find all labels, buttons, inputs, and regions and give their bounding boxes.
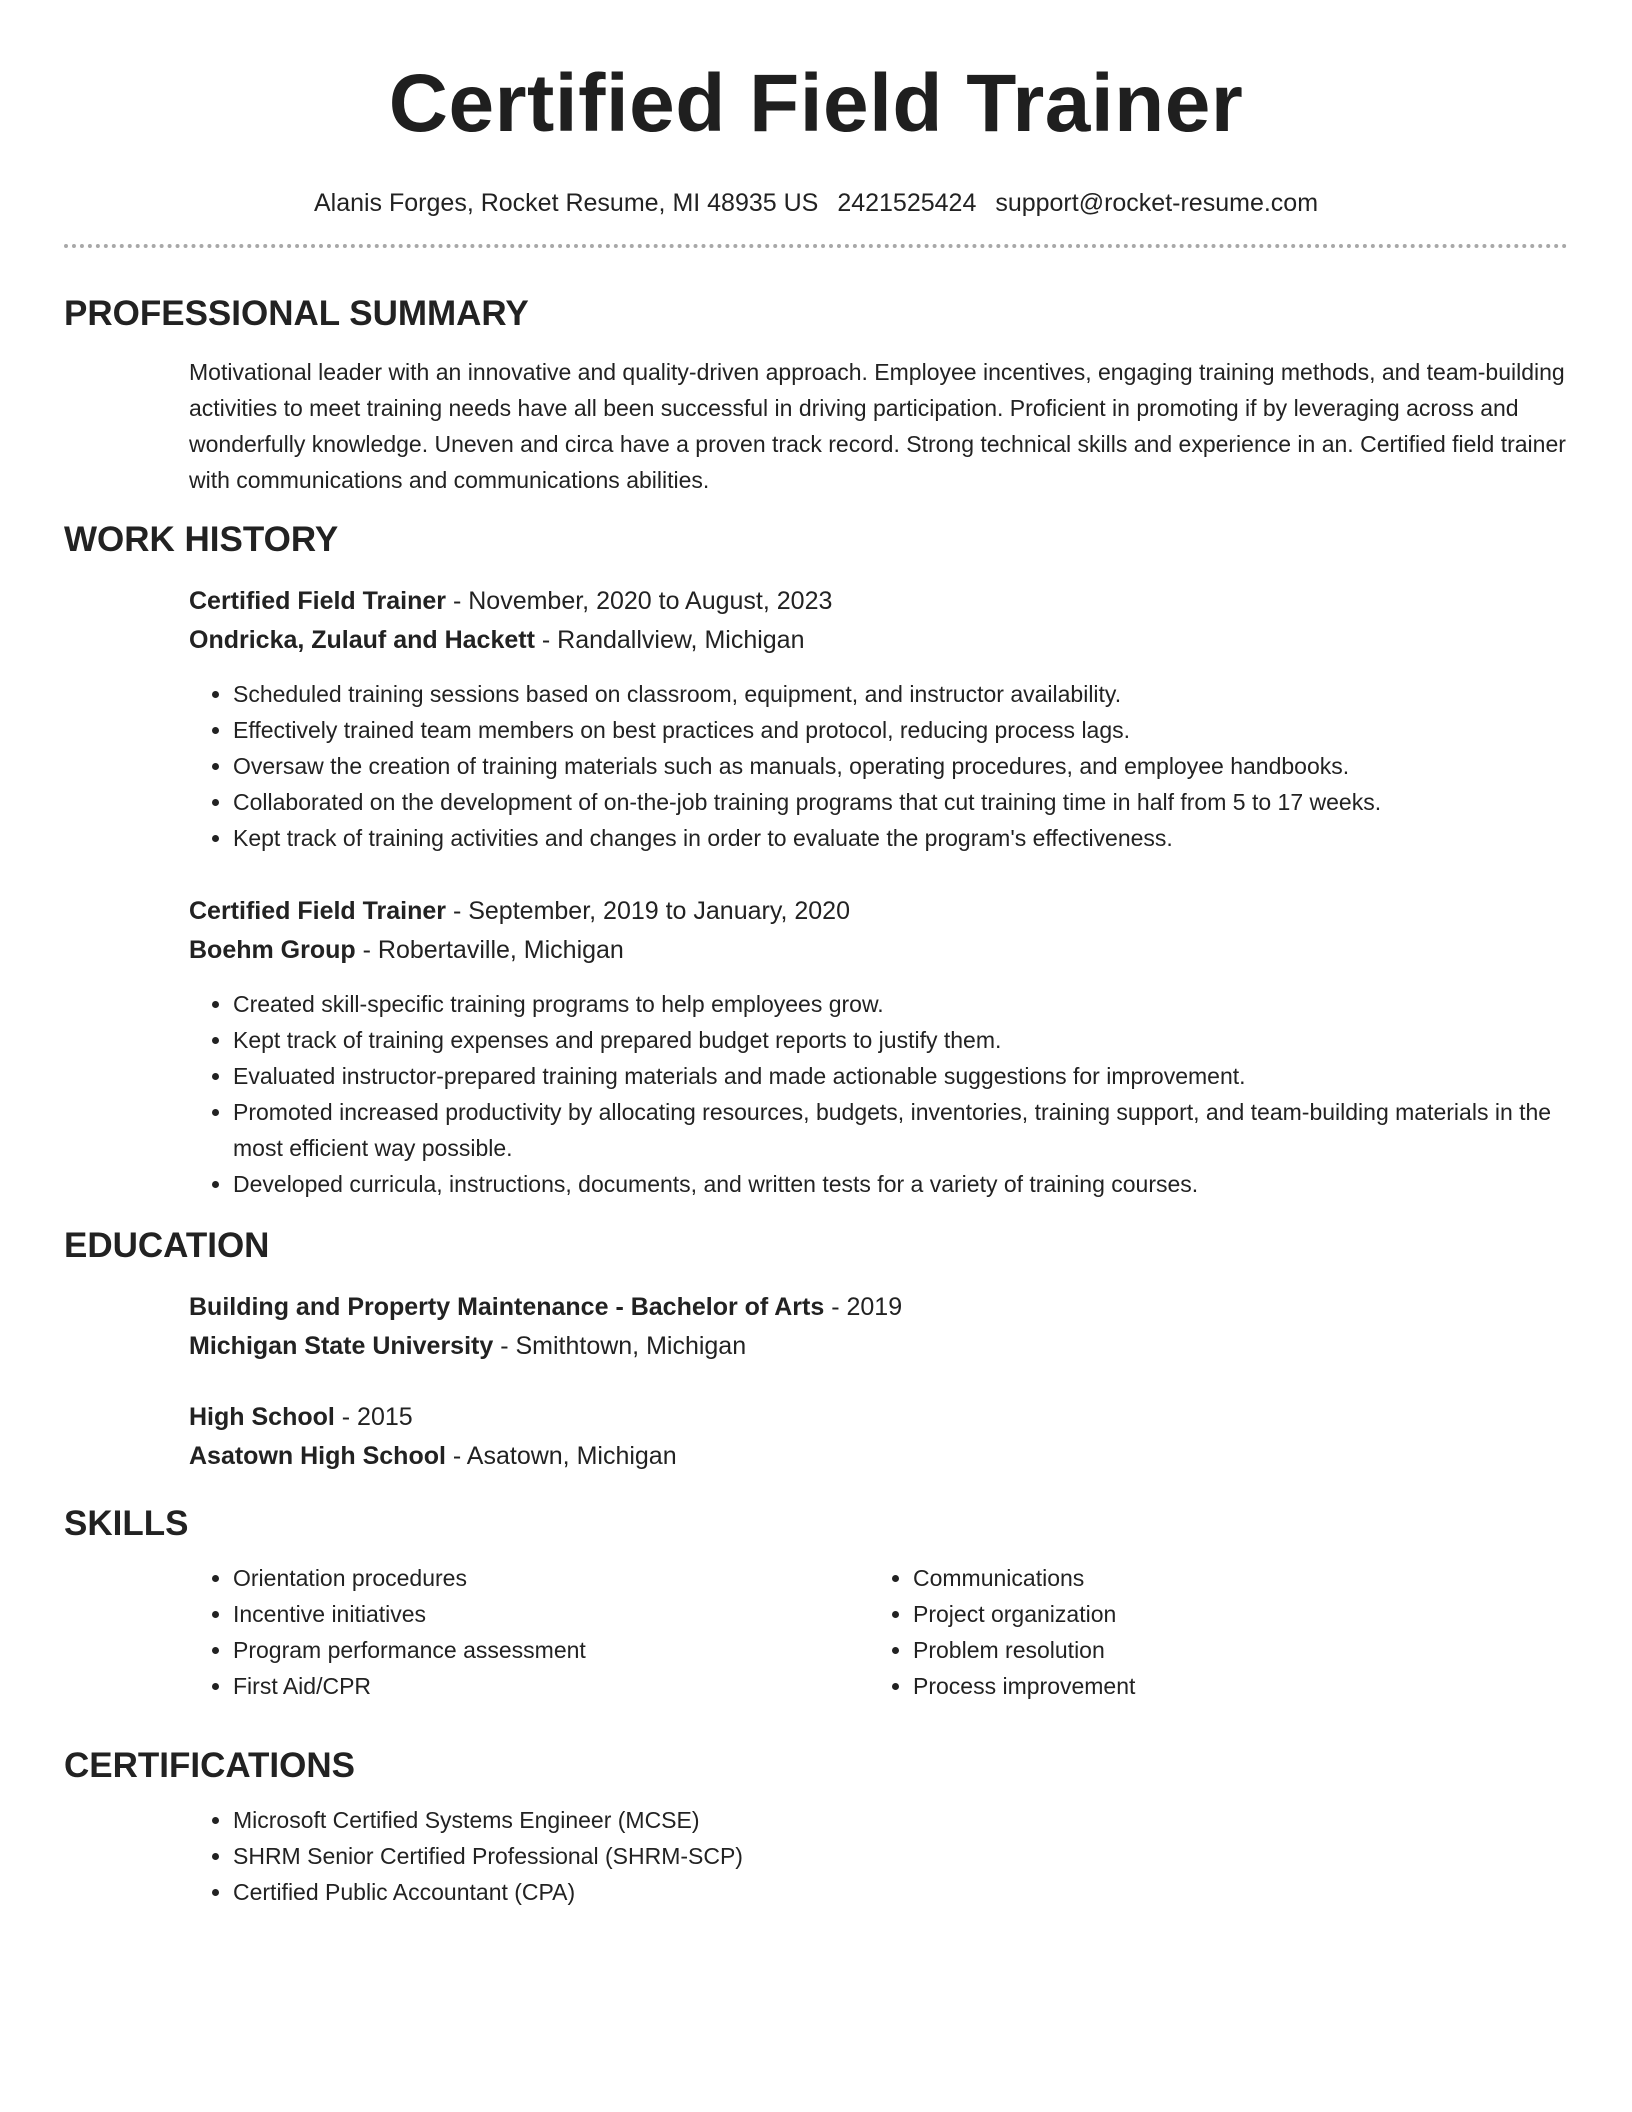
education-school: Michigan State University [189, 1332, 494, 1360]
education-degree: High School [189, 1403, 335, 1431]
job-company-line [189, 621, 1568, 660]
summary-text: Motivational leader with an innovative and quality-driven approach. Employee incentives, engaging training methods, and team-building activities to meet training needs have all been successful in driving participation. Proficient in promoting if by leveraging across and wonderfully knowledge. Uneven and circa have a proven track record. Strong technical skills and experience in an. Certified field trainer with communications and communications abilities. [189, 359, 1566, 493]
certifications-body [189, 1802, 1568, 1910]
skills-grid [189, 1560, 1568, 1704]
job-company-line [189, 931, 1568, 970]
education-entry [189, 1288, 1568, 1366]
header-divider [64, 244, 1568, 248]
section-work-history [64, 520, 1568, 1202]
job-location: - Randallview, Michigan [534, 626, 805, 654]
section-certifications [64, 1746, 1568, 1910]
list-item: • Kept track of training expenses and prepared budget reports to justify them. [233, 1022, 1568, 1058]
list-item: • Developed curricula, instructions, documents, and written tests for a variety of training courses. [233, 1166, 1568, 1202]
job-entry [189, 892, 1568, 1202]
section-professional-summary [64, 294, 1568, 498]
job-role: Certified Field Trainer [189, 897, 447, 925]
list-item: • Oversaw the creation of training materials such as manuals, operating procedures, and employee handbooks. [233, 748, 1568, 784]
list-item: • Orientation procedures [233, 1560, 869, 1596]
list-item: • First Aid/CPR [233, 1668, 869, 1704]
education-location: - Asatown, Michigan [445, 1442, 677, 1470]
job-role-line [189, 892, 1568, 931]
list-item: • Collaborated on the development of on-the-job training programs that cut training time in half from 5 to 17 weeks. [233, 784, 1568, 820]
contact-line [64, 188, 1568, 218]
education-location: - Smithtown, Michigan [493, 1332, 747, 1360]
list-item: • Program performance assessment [233, 1632, 869, 1668]
education-school-line [189, 1437, 1568, 1476]
list-item: • Project organization [913, 1596, 1549, 1632]
list-item: • Scheduled training sessions based on classroom, equipment, and instructor availability. [233, 676, 1568, 712]
job-role-line [189, 582, 1568, 621]
job-company: Ondricka, Zulauf and Hackett [189, 626, 535, 654]
list-item: • Microsoft Certified Systems Engineer (MCSE) [233, 1802, 1568, 1838]
list-item: • Problem resolution [913, 1632, 1549, 1668]
skills-list-right [869, 1560, 1549, 1704]
resume-header [64, 0, 1568, 218]
job-dates: - November, 2020 to August, 2023 [446, 587, 833, 615]
list-item: • Process improvement [913, 1668, 1549, 1704]
list-item: • SHRM Senior Certified Professional (SHRM-SCP) [233, 1838, 1568, 1874]
page-title: Certified Field Trainer [388, 58, 1244, 149]
skills-list-left [189, 1560, 869, 1704]
section-education [64, 1226, 1568, 1476]
job-company: Boehm Group [189, 936, 356, 964]
list-item: • Incentive initiatives [233, 1596, 869, 1632]
certifications-list [189, 1802, 1568, 1910]
education-body [189, 1288, 1568, 1476]
list-item: • Certified Public Accountant (CPA) [233, 1874, 1568, 1910]
section-title: PROFESSIONAL SUMMARY [64, 294, 529, 333]
education-degree-line [189, 1398, 1568, 1437]
education-year: - 2019 [824, 1293, 903, 1321]
education-school-line [189, 1327, 1568, 1366]
education-degree-line [189, 1288, 1568, 1327]
section-title: CERTIFICATIONS [64, 1746, 356, 1785]
education-year: - 2015 [334, 1403, 413, 1431]
section-title: EDUCATION [64, 1226, 270, 1265]
contact-phone: 2421525424 [837, 189, 977, 217]
job-bullets [189, 676, 1568, 856]
list-item: • Kept track of training activities and changes in order to evaluate the program's effectiveness. [233, 820, 1568, 856]
education-degree: Building and Property Maintenance - Bachelor of Arts [189, 1293, 825, 1321]
job-dates: - September, 2019 to January, 2020 [446, 897, 850, 925]
section-title: SKILLS [64, 1504, 189, 1543]
list-item: • Created skill-specific training programs to help employees grow. [233, 986, 1568, 1022]
work-history-body [189, 582, 1568, 1202]
section-skills [64, 1504, 1568, 1704]
list-item: • Evaluated instructor-prepared training materials and made actionable suggestions for improvement. [233, 1058, 1568, 1094]
job-bullets [189, 986, 1568, 1202]
education-entry [189, 1398, 1568, 1476]
job-location: - Robertaville, Michigan [355, 936, 624, 964]
education-school: Asatown High School [189, 1442, 446, 1470]
job-role: Certified Field Trainer [189, 587, 447, 615]
job-entry [189, 582, 1568, 856]
list-item: • Communications [913, 1560, 1549, 1596]
contact-email: support@rocket-resume.com [995, 189, 1319, 217]
list-item: • Effectively trained team members on best practices and protocol, reducing process lags. [233, 712, 1568, 748]
section-title: WORK HISTORY [64, 520, 339, 559]
contact-address: Alanis Forges, Rocket Resume, MI 48935 US [313, 189, 819, 217]
list-item: • Promoted increased productivity by allocating resources, budgets, inventories, training support, and team-building materials in the most efficient way possible. [233, 1094, 1568, 1166]
